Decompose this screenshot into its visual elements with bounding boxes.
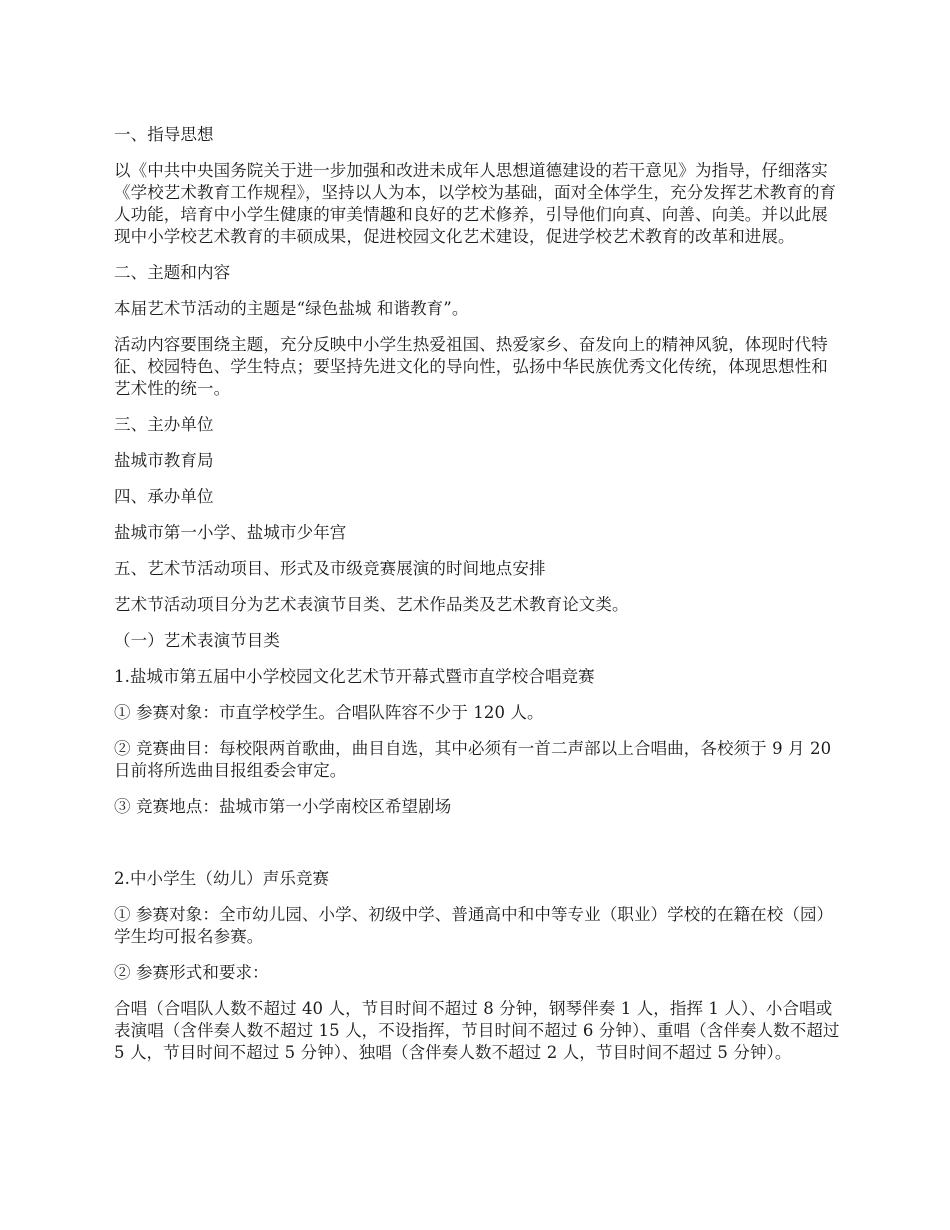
paragraph-host-unit: 盐城市第一小学、盐城市少年宫 [114,523,347,542]
heading-guiding-ideology: 一、指导思想 [114,125,214,144]
item-vocal-participants: ① 参赛对象：全市幼儿园、小学、初级中学、普通高中和中等专业（职业）学校的在籍在校（园）学生均可报名参赛。 [114,905,834,946]
heading-activity-schedule: 五、艺术节活动项目、形式及市级竞赛展演的时间地点安排 [114,559,546,578]
paragraph-activity-categories: 艺术节活动项目分为艺术表演节目类、艺术作品类及艺术教育论文类。 [114,595,629,614]
paragraph-organizer: 盐城市教育局 [114,451,214,470]
item-vocal-contest: 2.中小学生（幼儿）声乐竞赛 [114,869,330,888]
spacer [114,832,844,868]
paragraph-vocal-rules: 合唱（合唱队人数不超过 40 人，节目时间不超过 8 分钟，钢琴伴奏 1 人，指挥 1 人）、小合唱或表演唱（含伴奏人数不超过 15 人，不设指挥，节目时间不超过 6 分钟）、重唱（含伴奏人数不超过 5 人，节目时间不超过 5 分钟）、独唱（含伴奏人数不超过 2 人，节目时间不超过 5 分钟）。 [114,999,840,1062]
document-page [114,124,844,1078]
item-vocal-format: ② 参赛形式和要求： [114,963,269,982]
heading-theme-content: 二、主题和内容 [114,263,231,282]
item-opening-choir-contest: 1.盐城市第五届中小学校园文化艺术节开幕式暨市直学校合唱竞赛 [114,667,595,686]
item-repertoire: ② 竞赛曲目：每校限两首歌曲，曲目自选，其中必须有一首二声部以上合唱曲，各校须于 9 月 20 日前将所选曲目报组委会审定。 [114,739,832,780]
subheading-performance: （一）艺术表演节目类 [114,631,280,650]
item-participants: ① 参赛对象：市直学校学生。合唱队阵容不少于 120 人。 [114,703,544,722]
item-venue: ③ 竞赛地点：盐城市第一小学南校区希望剧场 [114,797,452,816]
heading-host-unit: 四、承办单位 [114,487,214,506]
paragraph-guiding-ideology: 以《中共中央国务院关于进一步加强和改进未成年人思想道德建设的若干意见》为指导，仔细落实《学校艺术教育工作规程》，坚持以人为本，以学校为基础，面对全体学生，充分发挥艺术教育的育人功能，培育中小学生健康的审美情趣和良好的艺术修养，引导他们向真、向善、向美。并以此展现中小学校艺术教育的丰硕成果，促进校园文化艺术建设，促进学校艺术教育的改革和进展。 [114,161,837,246]
heading-organizer: 三、主办单位 [114,415,214,434]
paragraph-activity-content: 活动内容要围绕主题，充分反映中小学生热爱祖国、热爱家乡、奋发向上的精神风貌，体现时代特征、校园特色、学生特点；要坚持先进文化的导向性，弘扬中华民族优秀文化传统，体现思想性和艺术性的统一。 [114,335,828,398]
paragraph-theme: 本届艺术节活动的主题是“绿色盐城 和谐教育”。 [114,299,469,318]
